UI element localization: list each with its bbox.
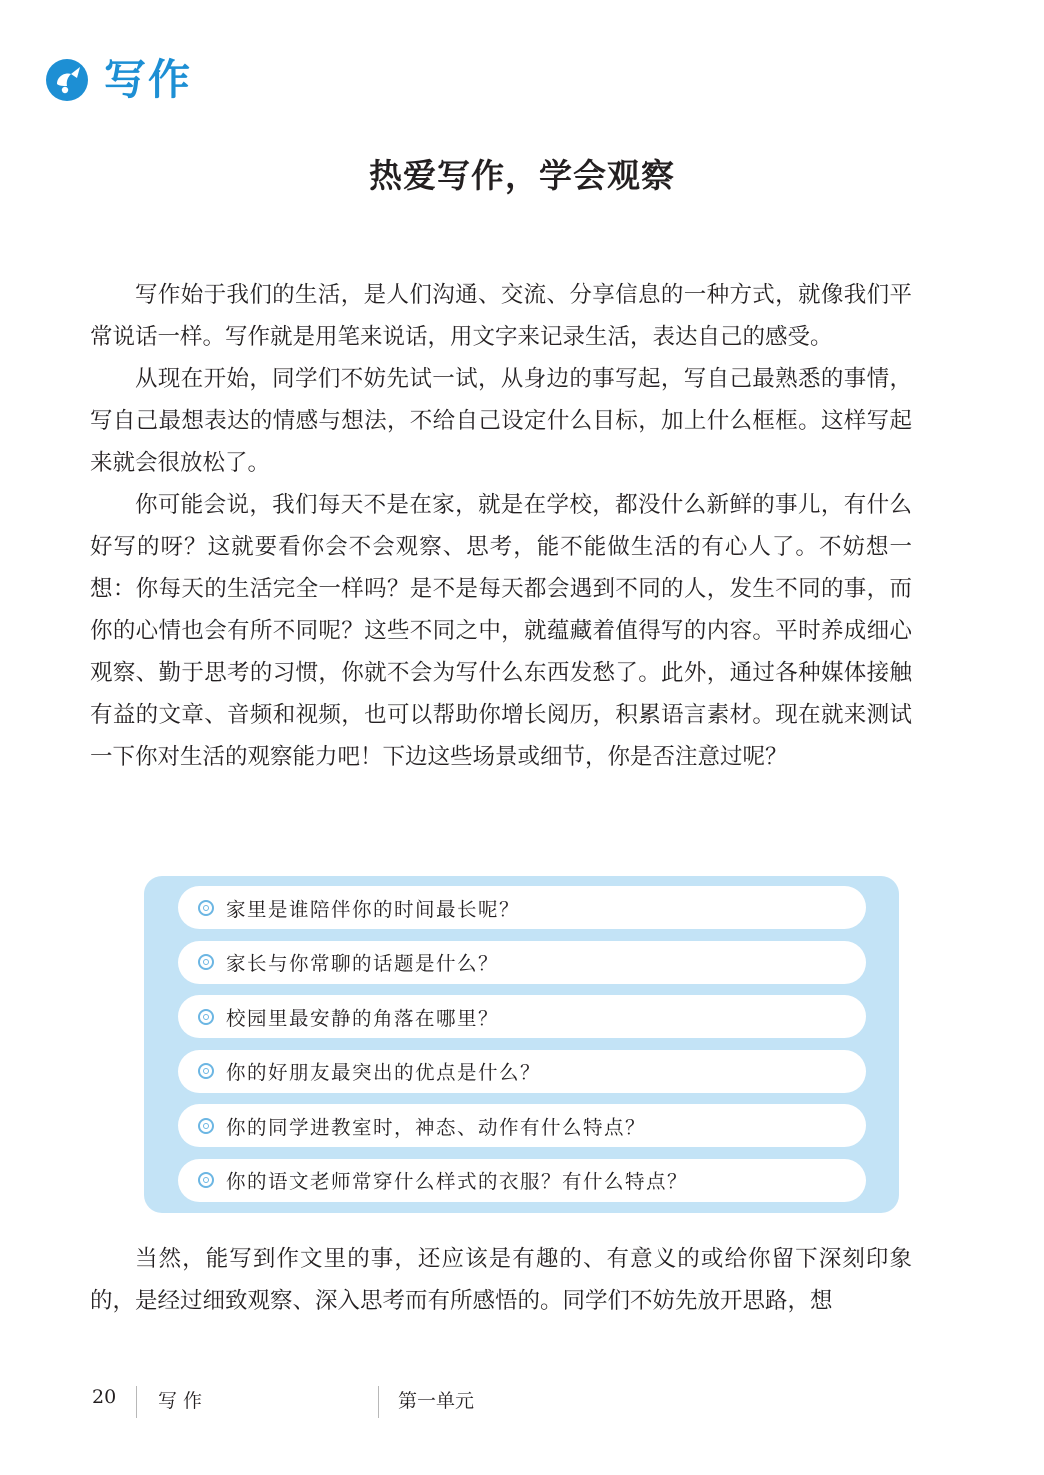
page-number: 20: [92, 1386, 117, 1408]
closing-text: [90, 1238, 912, 1322]
question-text: 你的同学进教室时，神态、动作有什么特点？: [226, 1115, 647, 1139]
pen-in-circle-icon: [44, 57, 90, 103]
question-item: [178, 1104, 866, 1147]
observation-question-box: [144, 876, 899, 1213]
intro-paragraph: 写作始于我们的生活，是人们沟通、交流、分享信息的一种方式，就像我们平常说话一样。写作就是用笔来说话，用文字来记录生活，表达自己的感受。: [90, 282, 912, 350]
double-circle-icon: [198, 1009, 214, 1025]
question-list: [178, 886, 866, 1213]
double-circle-icon: [198, 1118, 214, 1134]
section-header: [44, 52, 192, 108]
question-item: [178, 886, 866, 929]
intro-text: [90, 274, 912, 778]
intro-paragraph: 你可能会说，我们每天不是在家，就是在学校，都没什么新鲜的事儿，有什么好写的呀？这就要看你会不会观察、思考，能不能做生活的有心人了。不妨想一想：你每天的生活完全一样吗？是不是每天都会遇到不同的人，发生不同的事，而你的心情也会有所不同呢？这些不同之中，就蕴藏着值得写的内容。平时养成细心观察、勤于思考的习惯，你就不会为写什么东西发愁了。此外，通过各种媒体接触有益的文章、音频和视频，也可以帮助你增长阅历，积累语言素材。现在就来测试一下你对生活的观察能力吧！下边这些场景或细节，你是否注意过呢？: [90, 492, 912, 770]
closing-paragraph: 当然，能写到作文里的事，还应该是有趣的、有意义的或给你留下深刻印象的，是经过细致观察、深入思考而有所感悟的。同学们不妨先放开思路，想: [90, 1246, 912, 1314]
page-footer: [0, 1380, 1044, 1420]
question-item: [178, 1050, 866, 1093]
footer-unit-name: 第一单元: [398, 1390, 475, 1412]
footer-divider: [378, 1386, 379, 1418]
double-circle-icon: [198, 1172, 214, 1188]
double-circle-icon: [198, 900, 214, 916]
question-text: 你的语文老师常穿什么样式的衣服？有什么特点？: [226, 1170, 689, 1193]
footer-divider: [136, 1386, 137, 1418]
section-title: 写作: [104, 55, 193, 104]
question-item: [178, 995, 866, 1038]
intro-paragraph: 从现在开始，同学们不妨先试一试，从身边的事写起，写自己最熟悉的事情，写自己最想表达的情感与想法，不给自己设定什么目标，加上什么框框。这样写起来就会很放松了。: [90, 366, 912, 476]
footer-section-name: 写 作: [158, 1390, 203, 1412]
question-text: 你的好朋友最突出的优点是什么？: [226, 1061, 542, 1084]
question-text: 校园里最安静的角落在哪里？: [226, 1006, 500, 1030]
double-circle-icon: [198, 954, 214, 970]
question-text: 家里是谁陪伴你的时间最长呢？: [226, 897, 521, 921]
double-circle-icon: [198, 1063, 214, 1079]
question-text: 家长与你常聊的话题是什么？: [226, 952, 500, 975]
page-title: 热爱写作，学会观察: [369, 156, 675, 195]
question-item: [178, 1159, 866, 1202]
question-item: [178, 941, 866, 984]
